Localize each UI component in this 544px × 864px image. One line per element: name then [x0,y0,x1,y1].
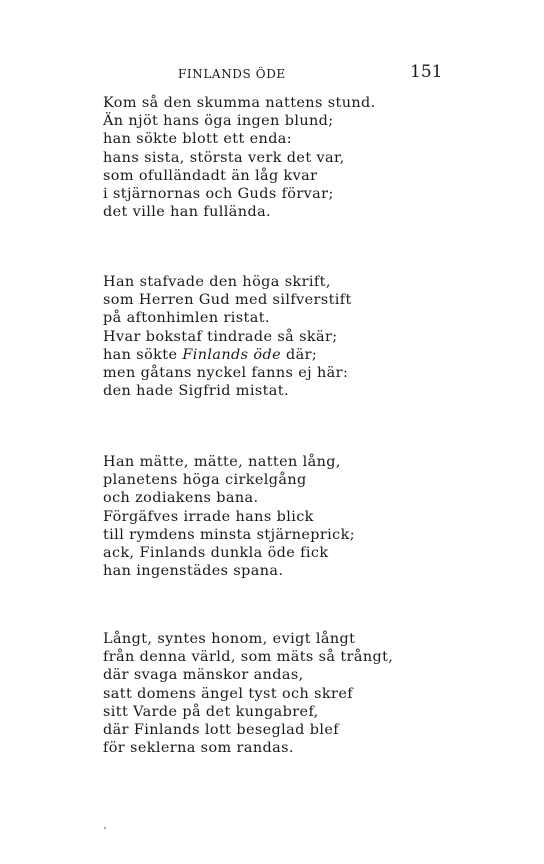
ink-speck [104,827,106,829]
stanza-3 [103,453,423,580]
verse-line: Kom så den skumma nattens stund. [103,95,376,111]
verse-line: där Finlands lott beseglad blef [103,721,339,738]
verse-line: sitt Varde på det kungabref, [103,703,319,720]
verse-line: och zodiakens bana. [103,490,259,507]
verse-line: Än njöt hans öga ingen blund; [103,113,334,130]
verse-line: där svaga mänskor andas, [103,667,304,684]
verse-line: ack, Finlands dunkla öde fick [103,544,329,561]
verse-line-head: han sökte [103,346,183,363]
verse-line: han sökte blott ett enda: [103,131,293,148]
verse-line: från denna värld, som mäts så trångt, [103,649,394,666]
verse-line: Hvar bokstaf tindrade så skär; [103,328,338,345]
italic-phrase: Finlands öde [182,346,282,363]
running-title: FINLANDS ÖDE [178,67,286,81]
verse-line: Långt, syntes honom, evigt långt [103,631,356,647]
verse-line: i stjärnornas och Guds förvar; [103,185,334,202]
verse-line: det ville han fullända. [103,204,272,221]
verse-line: satt domens ängel tyst och skref [103,685,353,702]
stanza-2 [103,273,423,400]
page-number: 151 [410,62,443,82]
verse-line: till rymdens minsta stjärneprick; [103,526,356,543]
verse-line: som ofulländadt än låg kvar [103,167,318,184]
stanza-4 [103,630,423,757]
verse-line: den hade Sigfrid mistat. [103,383,289,400]
verse-line: hans sista, största verk det var, [103,149,345,166]
verse-line: Förgäfves irrade hans blick [103,508,314,525]
verse-line: Han stafvade den höga skrift, [103,274,331,290]
verse-line-tail: där; [281,346,318,363]
stanza-1 [103,94,423,221]
verse-line: för seklerna som randas. [103,740,294,757]
verse-line: på aftonhimlen ristat. [103,310,270,327]
verse-line-with-italic [103,346,423,364]
verse-line: han ingenstädes spana. [103,563,284,580]
verse-line: Han mätte, mätte, natten lång, [103,454,341,470]
verse-line: planetens höga cirkelgång [103,472,307,489]
verse-line: men gåtans nyckel fanns ej här: [103,364,349,381]
verse-line: som Herren Gud med silfverstift [103,292,352,309]
